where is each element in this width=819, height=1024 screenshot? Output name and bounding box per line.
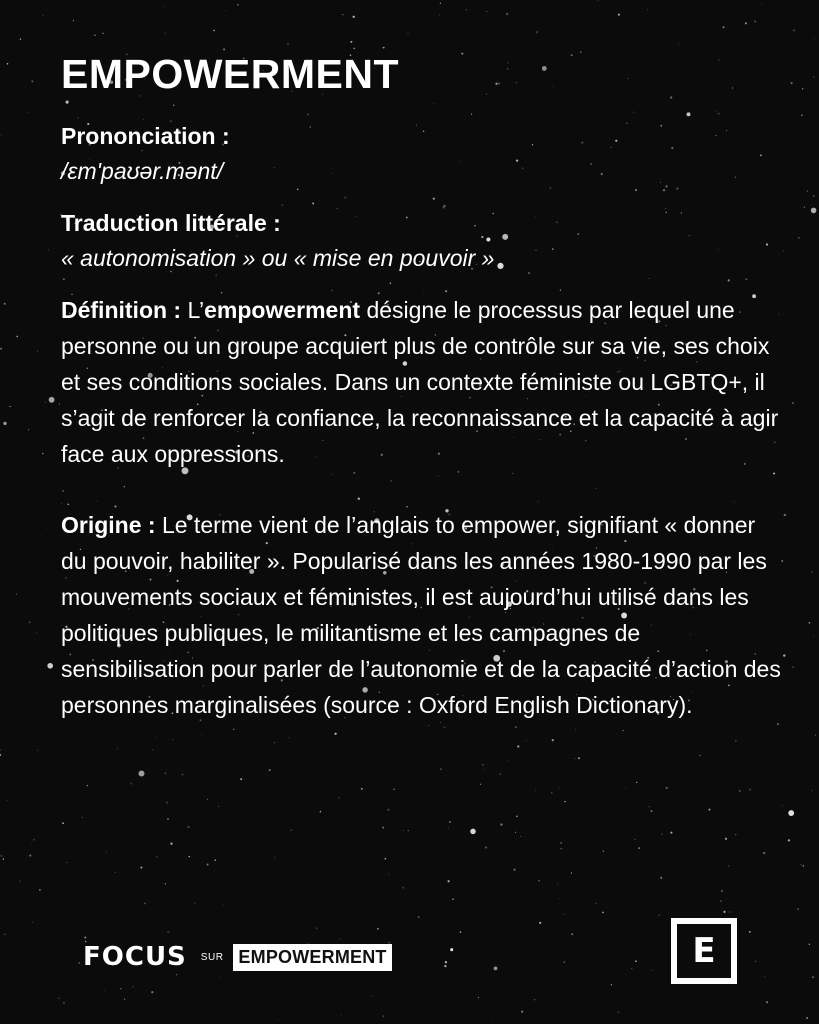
translation-label: Traduction littérale :: [61, 210, 281, 237]
logo-letter: E: [677, 924, 731, 978]
brand-logo: [671, 918, 737, 984]
pronunciation-value: /ɛm'paʊər.mənt/: [61, 157, 224, 184]
focus-wordmark: FOCUS: [83, 942, 187, 972]
definition-text: désigne le processus par lequel une personne ou un groupe acquiert plus de contrôle sur sa vie, ses choix et ses conditions sociales. Dans un contexte féministe ou LGBTQ+, il s’agit de renforcer la confiance, la reconnaissance et la capacité à agir face aux oppressions.: [61, 297, 779, 467]
origin-text: Le terme vient de l’anglais to empower, signifiant « donner du pouvoir, habiliter ». Popularisé dans les années 1980-1990 par les mouvements sociaux et féministes, il est aujourd’hui utilisé dans les politiques publiques, le militantisme et les campagnes de sensibilisation pour parler de l’autonomie et de la capacité d’action des personnes marginalisées (source : Oxford English Dictionary).: [61, 512, 781, 718]
definition-label: Définition :: [61, 297, 182, 324]
glossary-card: [61, 52, 781, 724]
origin-paragraph: [61, 508, 781, 723]
page-title: EMPOWERMENT: [61, 51, 400, 97]
definition-paragraph: [61, 293, 781, 472]
definition-term: empowerment: [204, 297, 361, 324]
pronunciation-label: Prononciation :: [61, 123, 230, 150]
definition-pre: L’: [181, 297, 205, 324]
footer-brand: [83, 942, 392, 972]
origin-label: Origine :: [61, 512, 156, 539]
sur-label: SUR: [200, 951, 224, 963]
translation-value: « autonomisation » ou « mise en pouvoir »: [61, 244, 495, 271]
pronunciation-section: [61, 119, 781, 188]
translation-section: [61, 206, 781, 275]
topic-tag: EMPOWERMENT: [233, 944, 391, 971]
